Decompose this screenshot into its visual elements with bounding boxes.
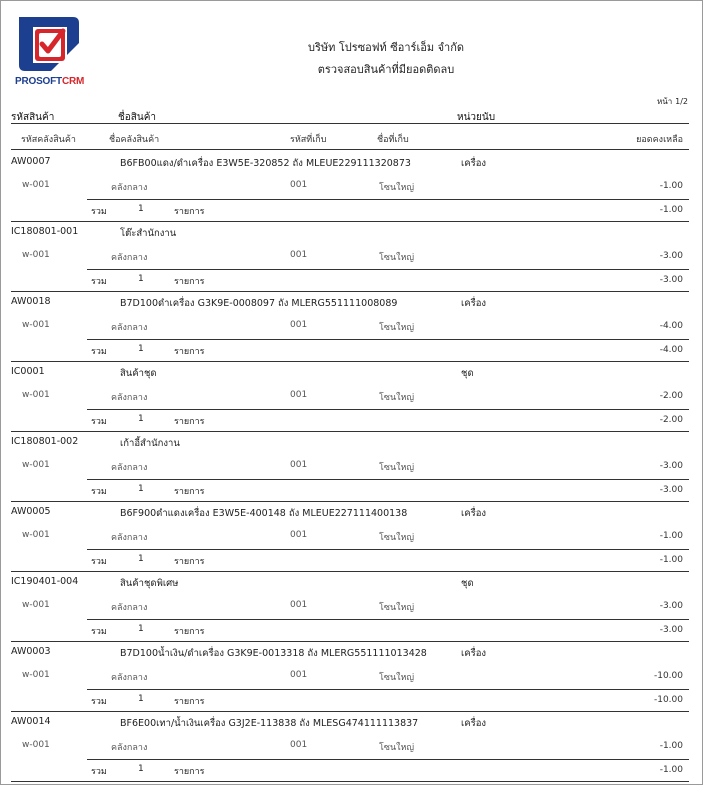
warehouse-name: คลังกลาง: [111, 673, 148, 683]
balance-value: -3.00: [659, 461, 683, 471]
subtotal-label: รวม: [91, 417, 107, 427]
location-name: โซนใหญ่: [379, 533, 415, 543]
balance-value: -2.00: [659, 391, 683, 401]
subtotal-value: -1.00: [659, 765, 683, 775]
subtotal-value: -3.00: [659, 275, 683, 285]
warehouse-code: w-001: [22, 600, 50, 610]
subtotal-value: -3.00: [659, 485, 683, 495]
subtotal-label: รวม: [91, 767, 107, 777]
group-separator: [11, 221, 689, 222]
product-unit: เครื่อง: [461, 508, 487, 519]
warehouse-code: w-001: [22, 250, 50, 260]
subtotal-label: รวม: [91, 487, 107, 497]
product-name: B6FB00แดง/ดำเครื่อง E3W5E-320852 ถัง MLEUE229111320873: [120, 158, 411, 169]
location-code: 001: [290, 530, 308, 540]
items-label: รายการ: [174, 557, 205, 567]
item-count: 1: [138, 694, 144, 704]
items-label: รายการ: [174, 207, 205, 217]
items-label: รายการ: [174, 347, 205, 357]
location-name: โซนใหญ่: [379, 673, 415, 683]
product-unit: เครื่อง: [461, 648, 487, 659]
warehouse-name: คลังกลาง: [111, 393, 148, 403]
subtotal-label: รวม: [91, 557, 107, 567]
product-name: สินค้าชุดพิเศษ: [120, 578, 179, 589]
col-location-name: ชื่อที่เก็บ: [377, 135, 409, 145]
group-separator: [11, 641, 689, 642]
product-name: โต๊ะสำนักงาน: [120, 228, 177, 239]
subtotal-divider: [87, 759, 689, 760]
subtotal-label: รวม: [91, 347, 107, 357]
product-code: IC0001: [11, 366, 45, 377]
group-separator: [11, 501, 689, 502]
location-code: 001: [290, 600, 308, 610]
items-label: รายการ: [174, 697, 205, 707]
col-location-code: รหัสที่เก็บ: [290, 135, 327, 145]
item-count: 1: [138, 484, 144, 494]
item-count: 1: [138, 554, 144, 564]
item-count: 1: [138, 764, 144, 774]
group-separator: [11, 781, 689, 782]
product-name: BF6E00เทา/น้ำเงินเครื่อง G3J2E-113838 ถัง MLESG474111113837: [120, 718, 419, 729]
items-label: รายการ: [174, 417, 205, 427]
subtotal-value: -3.00: [659, 625, 683, 635]
product-code: AW0014: [11, 716, 51, 727]
subtotal-divider: [87, 339, 689, 340]
subtotal-value: -1.00: [659, 205, 683, 215]
subtotal-divider: [87, 199, 689, 200]
location-code: 001: [290, 740, 308, 750]
product-name: เก้าอี้สำนักงาน: [120, 438, 180, 449]
location-name: โซนใหญ่: [379, 183, 415, 193]
product-unit: เครื่อง: [461, 298, 487, 309]
subtotal-divider: [87, 269, 689, 270]
location-code: 001: [290, 320, 308, 330]
subtotal-label: รวม: [91, 277, 107, 287]
location-code: 001: [290, 250, 308, 260]
location-code: 001: [290, 390, 308, 400]
header-divider: [11, 123, 689, 124]
subtotal-divider: [87, 549, 689, 550]
col-unit: หน่วยนับ: [457, 112, 496, 123]
page-indicator: หน้า 1/2: [657, 97, 688, 106]
product-unit: ชุด: [461, 578, 474, 589]
location-name: โซนใหญ่: [379, 463, 415, 473]
location-name: โซนใหญ่: [379, 743, 415, 753]
product-code: IC190401-004: [11, 576, 79, 587]
warehouse-name: คลังกลาง: [111, 603, 148, 613]
warehouse-code: w-001: [22, 180, 50, 190]
product-code: AW0018: [11, 296, 51, 307]
company-name: บริษัท โปรซอฟท์ ซีอาร์เอ็ม จำกัด: [308, 41, 464, 54]
subtotal-value: -10.00: [653, 695, 683, 705]
balance-value: -10.00: [653, 671, 683, 681]
location-code: 001: [290, 180, 308, 190]
product-unit: ชุด: [461, 368, 474, 379]
location-name: โซนใหญ่: [379, 393, 415, 403]
balance-value: -1.00: [659, 181, 683, 191]
col-balance: ยอดคงเหลือ: [636, 135, 683, 145]
warehouse-code: w-001: [22, 670, 50, 680]
subtotal-divider: [87, 689, 689, 690]
col-warehouse-code: รหัสคลังสินค้า: [21, 135, 76, 145]
product-name: B6F900ดำแดงเครื่อง E3W5E-400148 ถัง MLEUE227111400138: [120, 508, 408, 519]
item-count: 1: [138, 204, 144, 214]
items-label: รายการ: [174, 627, 205, 637]
item-count: 1: [138, 344, 144, 354]
balance-value: -1.00: [659, 531, 683, 541]
product-name: สินค้าชุด: [120, 368, 157, 379]
subtotal-value: -4.00: [659, 345, 683, 355]
group-separator: [11, 571, 689, 572]
subtotal-divider: [87, 479, 689, 480]
subtotal-label: รวม: [91, 207, 107, 217]
group-separator: [11, 291, 689, 292]
warehouse-name: คลังกลาง: [111, 463, 148, 473]
col-product-name: ชื่อสินค้า: [118, 112, 157, 123]
balance-value: -3.00: [659, 601, 683, 611]
col-product-code: รหัสสินค้า: [11, 112, 55, 123]
subtotal-value: -1.00: [659, 555, 683, 565]
warehouse-code: w-001: [22, 320, 50, 330]
item-count: 1: [138, 414, 144, 424]
warehouse-name: คลังกลาง: [111, 183, 148, 193]
item-count: 1: [138, 624, 144, 634]
subtotal-divider: [87, 409, 689, 410]
item-count: 1: [138, 274, 144, 284]
subtotal-value: -2.00: [659, 415, 683, 425]
location-code: 001: [290, 460, 308, 470]
subtotal-label: รวม: [91, 627, 107, 637]
warehouse-name: คลังกลาง: [111, 323, 148, 333]
product-code: AW0003: [11, 646, 51, 657]
balance-value: -1.00: [659, 741, 683, 751]
balance-value: -3.00: [659, 251, 683, 261]
balance-value: -4.00: [659, 321, 683, 331]
items-label: รายการ: [174, 767, 205, 777]
items-label: รายการ: [174, 277, 205, 287]
warehouse-name: คลังกลาง: [111, 253, 148, 263]
group-separator: [11, 711, 689, 712]
location-name: โซนใหญ่: [379, 323, 415, 333]
report-title: ตรวจสอบสินค้าที่มียอดติดลบ: [317, 63, 455, 76]
product-code: AW0005: [11, 506, 51, 517]
warehouse-name: คลังกลาง: [111, 533, 148, 543]
subtotal-divider: [87, 619, 689, 620]
product-code: IC180801-001: [11, 226, 79, 237]
product-code: AW0007: [11, 156, 51, 167]
product-unit: เครื่อง: [461, 718, 487, 729]
location-code: 001: [290, 670, 308, 680]
product-unit: เครื่อง: [461, 158, 487, 169]
group-separator: [11, 361, 689, 362]
warehouse-name: คลังกลาง: [111, 743, 148, 753]
product-name: B7D100ดำเครื่อง G3K9E-0008097 ถัง MLERG551111008089: [120, 298, 398, 309]
items-label: รายการ: [174, 487, 205, 497]
warehouse-code: w-001: [22, 530, 50, 540]
location-name: โซนใหญ่: [379, 253, 415, 263]
product-name: B7D100น้ำเงิน/ดำเครื่อง G3K9E-0013318 ถัง MLERG551111013428: [120, 648, 427, 659]
col-warehouse-name: ชื่อคลังสินค้า: [109, 135, 160, 145]
group-separator: [11, 431, 689, 432]
header-bottom-line: [11, 149, 689, 150]
logo-text: PROSOFTCRM: [15, 76, 85, 87]
subtotal-label: รวม: [91, 697, 107, 707]
location-name: โซนใหญ่: [379, 603, 415, 613]
warehouse-code: w-001: [22, 740, 50, 750]
product-code: IC180801-002: [11, 436, 79, 447]
warehouse-code: w-001: [22, 390, 50, 400]
warehouse-code: w-001: [22, 460, 50, 470]
